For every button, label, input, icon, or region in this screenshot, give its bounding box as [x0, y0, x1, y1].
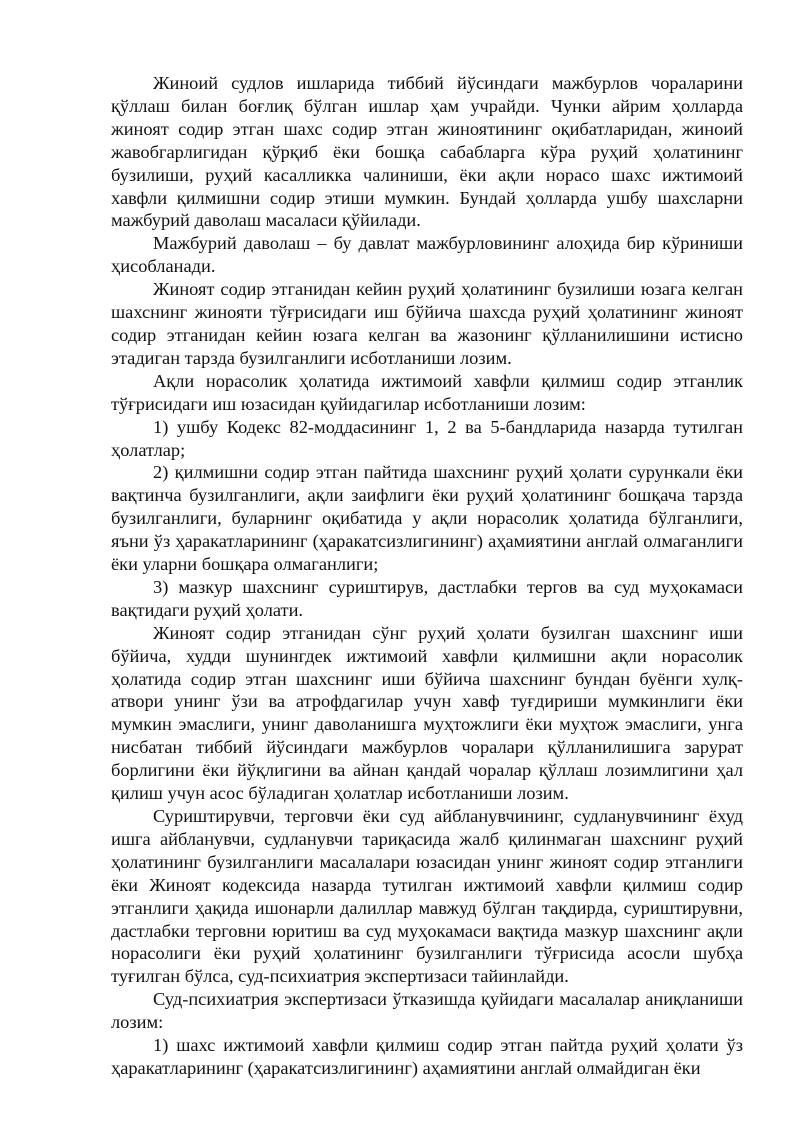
list-item-3: 3) мазкур шахснинг суриштирув, дастлабки тергов ва суд муҳокамаси вақтидаги руҳий ҳолати.	[111, 576, 743, 620]
list-item-2: 2) қилмишни содир этган пайтида шахснинг руҳий ҳолати сурункали ёки вақтинча бузилганлиги, ақли заифлиги ёки руҳий ҳолатининг бошқача тарзда бузилганлиги, буларнинг оқибатида у ақли норасолик ҳолатида бўлганлиги, яъни ўз ҳаракатларининг (ҳаракатсизлигининг) аҳамиятини англай олмаганлиги ёки уларни бошқара олмаганлиги;	[111, 462, 743, 575]
document-body	[111, 72, 743, 1080]
paragraph-7: Суд-психиатрия экспертизаси ўтказишда қуйидаги масалалар аниқланиши лозим:	[111, 989, 743, 1033]
list-item-1: 1) ушбу Кодекс 82-моддасининг 1, 2 ва 5-бандларида назарда тутилган ҳолатлар;	[111, 416, 743, 460]
paragraph-6: Суриштирувчи, терговчи ёки суд айбланувчининг, судланувчининг ёхуд ишга айбланувчи, судланувчи тариқасида жалб қилинмаган шахснинг руҳий ҳолатининг бузилганлиги масалалари юзасидан унинг жиноят содир этганлиги ёки Жиноят кодексида назарда тутилган ижтимоий хавфли қилмиш содир этганлиги ҳақида ишонарли далиллар мавжуд бўлган тақдирда, суриштирувни, дастлабки терговни юритиш ва суд муҳокамаси вақтида мазкур шахснинг ақли норасолиги ёки руҳий ҳолатининг бузилганлиги тўғрисида асосли шубҳа туғилган бўлса, суд-психиатрия экспертизаси тайинлайди.	[111, 806, 743, 987]
paragraph-2: Мажбурий даволаш – бу давлат мажбурловининг алоҳида бир кўриниши ҳисобланади.	[111, 233, 743, 277]
paragraph-4: Ақли норасолик ҳолатида ижтимоий хавфли қилмиш содир этганлик тўғрисидаги иш юзасидан қуйидагилар исботланиши лозим:	[111, 370, 743, 414]
paragraph-1: Жиноий судлов ишларида тиббий йўсиндаги мажбурлов чораларини қўллаш билан боғлиқ бўлган ишлар ҳам учрайди. Чунки айрим ҳолларда жиноят содир этган шахс содир этган жиноятининг оқибатларидан, жиноий жавобгарлигидан қўрқиб ёки бошқа сабабларга кўра руҳий ҳолатининг бузилиши, руҳий касалликка чалиниши, ёки ақли норасо шахс ижтимоий хавфли қилмишни содир этиши мумкин. Бундай ҳолларда ушбу шахсларни мажбурий даволаш масаласи қўйилади.	[111, 73, 743, 231]
paragraph-5: Жиноят содир этганидан сўнг руҳий ҳолати бузилган шахснинг иши бўйича, худди шунингдек ижтимоий хавфли қилмишни ақли норасолик ҳолатида содир этган шахснинг иши бўйича шахснинг бундан буёнги хулқ-атвори унинг ўзи ва атрофдагилар учун хавф туғдириши мумкинлиги ёки мумкин эмаслиги, унинг даволанишга муҳтожлиги ёки муҳтож эмаслиги, унга нисбатан тиббий йўсиндаги мажбурлов чоралари қўлланилишига зарурат борлигини ёки йўқлигини ва айнан қандай чоралар қўллаш лозимлигини ҳал қилиш учун асос бўладиган ҳолатлар исботланиши лозим.	[111, 622, 743, 804]
paragraph-3: Жиноят содир этганидан кейин руҳий ҳолатининг бузилиши юзага келган шахснинг жинояти тўғрисидаги иш бўйича шахсда руҳий ҳолатининг жиноят содир этганидан кейин юзага келган ва жазонинг қўлланилишини истисно этадиган тарзда бузилганлиги исботланиши лозим.	[111, 279, 743, 368]
list-item-4: 1) шахс ижтимоий хавфли қилмиш содир этган пайтда руҳий ҳолати ўз ҳаракатларининг (ҳаракатсизлигининг) аҳамиятини англай олмайдиган ёки	[111, 1035, 743, 1078]
